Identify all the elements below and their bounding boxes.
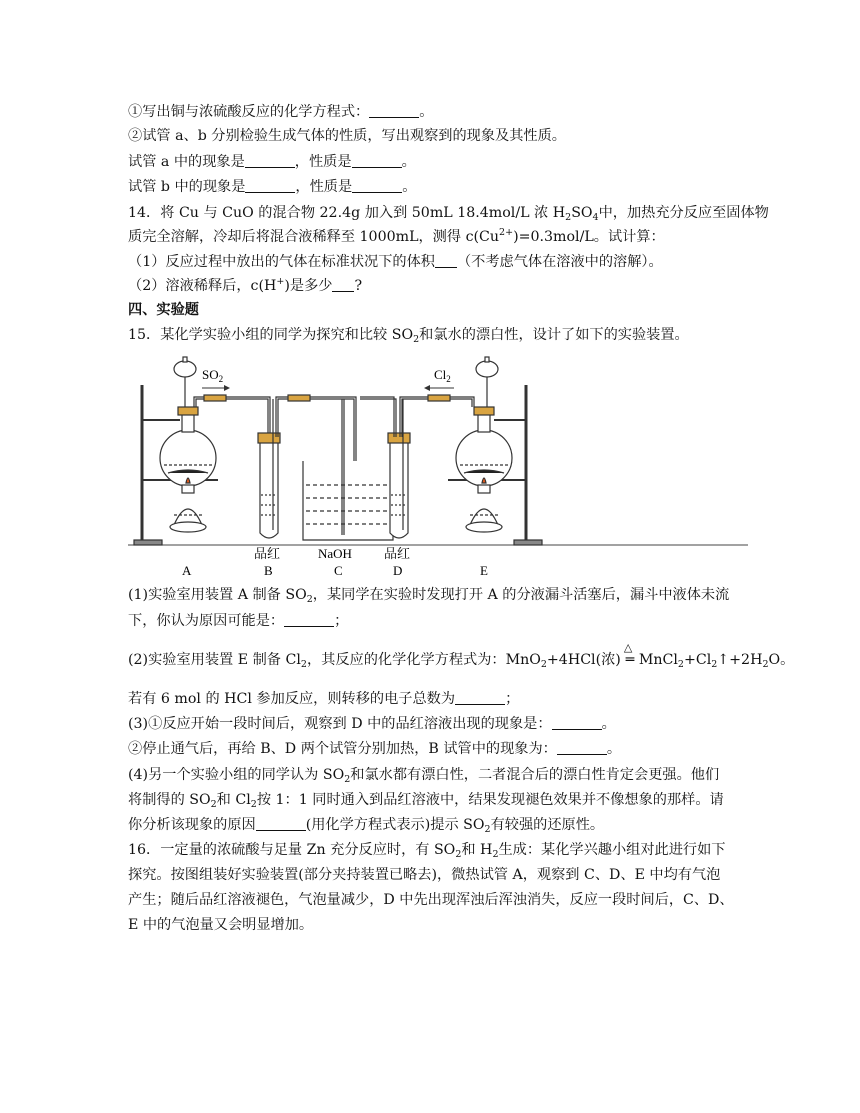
q15-text: ，其反应的化学化学方程式为：MnO — [306, 652, 541, 668]
q15-s1-line2 — [128, 611, 748, 631]
q15-text: 你分析该现象的原因 — [128, 817, 256, 833]
q15-text: 按 1：1 同时通入到品红溶液中，结果发现褪色效果并不像想象的那样。请 — [256, 792, 724, 808]
q14-line1 — [128, 203, 769, 223]
q13-sub2: ②试管 a、b 分别检验生成气体的性质，写出观察到的现象及其性质。 — [128, 128, 566, 144]
subscript: 2 — [210, 799, 217, 810]
q14-line2 — [128, 227, 748, 247]
q15-text: ，某同学在实验时发现打开 A 的分液漏斗活塞后，漏斗中液体未流 — [312, 587, 730, 603]
q16-text: 和 H — [461, 842, 493, 858]
q13-tube-a-mid: ，性质是 — [294, 154, 352, 170]
subscript: 2 — [306, 594, 313, 605]
subscript: 2 — [492, 849, 499, 860]
label-b: B — [264, 563, 273, 578]
apparatus-diagram — [128, 355, 748, 580]
arrow-cl2-head — [424, 385, 430, 391]
q15-text: 和氯水的漂白性，设计了如下的实验装置。 — [419, 327, 689, 343]
q14-text: ? — [354, 278, 363, 294]
q15-text: 将制得的 SO — [128, 792, 211, 808]
q13-sub1 — [128, 102, 748, 122]
subscript: 2 — [565, 212, 572, 223]
q13-tube-a-label: 试管 a 中的现象是 — [128, 154, 245, 170]
q14-text: SO — [571, 205, 593, 221]
q15-text: ； — [505, 691, 520, 707]
label-a: A — [182, 563, 192, 578]
q13-sub1-end: 。 — [419, 104, 434, 120]
superscript: + — [276, 276, 285, 287]
label-d: D — [393, 563, 403, 578]
answer-blank[interactable] — [245, 178, 295, 193]
q15-text: 和 Cl — [216, 792, 251, 808]
q15-text: MnCl — [638, 652, 678, 668]
q13-sub1-text: ①写出铜与浓硫酸反应的化学方程式： — [128, 104, 370, 120]
q15-text: (用化学方程式表示)提示 SO — [305, 817, 485, 833]
q15-s2-line1 — [128, 641, 795, 670]
q15-s2-line2 — [128, 689, 748, 709]
q15-text: ↑+2H — [717, 652, 763, 668]
q13-tube-b-mid: ，性质是 — [295, 179, 353, 195]
label-c-reagent: NaOH — [318, 546, 352, 561]
heat-symbol: △ — [623, 641, 633, 654]
apparatus-a — [134, 357, 270, 545]
answer-blank[interactable] — [245, 153, 295, 168]
q16-line4: E 中的气泡量又会明显增加。 — [128, 917, 314, 933]
answer-blank[interactable] — [352, 153, 402, 168]
subscript: 2 — [540, 659, 547, 670]
q15-text: (2)实验室用装置 E 制备 Cl — [128, 652, 301, 668]
q14-text: 14．将 Cu 与 CuO 的混合物 22.4g 加入到 50mL 18.4mol/L 浓 H — [128, 205, 566, 221]
answer-blank[interactable] — [455, 690, 505, 705]
q16-line2: 探究。按图组装好实验装置(部分夹持装置已略去)，微热试管 A，观察到 C、D、E 中均有气泡 — [128, 867, 721, 883]
q15-text: ②停止通气后，再给 B、D 两个试管分别加热，B 试管中的现象为： — [128, 741, 557, 757]
label-c: C — [334, 563, 343, 578]
answer-blank[interactable] — [352, 178, 402, 193]
q16-text: 16．一定量的浓硫酸与足量 Zn 充分反应时，有 SO — [128, 842, 456, 858]
q14-text: 质完全溶解，冷却后将混合液稀释至 1000mL，测得 c(Cu — [128, 229, 500, 245]
subscript: 2 — [455, 849, 462, 860]
q13-tube-a — [128, 152, 748, 172]
q14-text: )是多少 — [284, 278, 333, 294]
q14-text: 中，加热充分反应至固体物 — [598, 205, 769, 221]
beaker-c — [303, 399, 393, 540]
answer-blank[interactable] — [369, 103, 419, 118]
q15-text: +Cl — [683, 652, 712, 668]
q16-line1 — [128, 840, 748, 860]
q15-text: 和氯水都有漂白性，二者混合后的漂白性肯定会更强。他们 — [350, 767, 720, 783]
q14-text: （1）反应过程中放出的气体在标准状况下的体积 — [128, 254, 435, 270]
so2-label: $SO_2$ — [202, 367, 224, 384]
q14-text: （不考虑气体在溶液中的溶解）。 — [456, 254, 663, 270]
q15-text: (3)①反应开始一段时间后，观察到 D 中的品红溶液出现的现象是： — [128, 716, 552, 732]
cl2-label: $Cl_2$ — [434, 367, 451, 384]
period: 。 — [401, 154, 416, 170]
q14-part2 — [128, 276, 748, 296]
answer-blank[interactable] — [332, 277, 354, 292]
q15-s4-line1 — [128, 765, 748, 785]
answer-blank[interactable] — [284, 612, 334, 627]
q15-intro — [128, 325, 748, 345]
q15-s3-line2 — [128, 739, 748, 759]
subscript: 2 — [677, 659, 684, 670]
section-heading: 四、实验题 — [128, 302, 199, 318]
superscript: 2+ — [499, 227, 514, 238]
subscript: 2 — [484, 824, 491, 835]
answer-blank[interactable] — [557, 740, 607, 755]
answer-blank[interactable] — [256, 816, 306, 831]
arrow-so2-head — [224, 385, 230, 391]
subscript: 2 — [300, 659, 307, 670]
q15-text: 若有 6 mol 的 HCl 参加反应，则转移的电子总数为 — [128, 691, 456, 707]
q13-tube-b-label: 试管 b 中的现象是 — [128, 179, 246, 195]
label-d-reagent: 品红 — [384, 546, 411, 561]
q15-s4-line3 — [128, 815, 748, 835]
q15-s3-line1 — [128, 714, 748, 734]
q15-text: 15．某化学实验小组的同学为探究和比较 SO — [128, 327, 414, 343]
q15-text: (4)另一个实验小组的同学认为 SO — [128, 767, 345, 783]
subscript: 2 — [711, 659, 718, 670]
q15-text: 。 — [606, 741, 622, 757]
answer-blank[interactable] — [552, 715, 602, 730]
q14-part1 — [128, 252, 748, 272]
subscript: 2 — [413, 334, 420, 345]
q15-s1-line1 — [128, 585, 748, 605]
subscript: 4 — [592, 212, 599, 223]
q15-text: (1)实验室用装置 A 制备 SO — [128, 587, 307, 603]
q14-text: （2）溶液稀释后，c(H — [128, 278, 277, 294]
q13-tube-b — [128, 177, 748, 197]
subscript: 2 — [762, 659, 769, 670]
label-e: E — [480, 563, 488, 578]
apparatus-figure — [128, 355, 748, 580]
subscript: 2 — [344, 774, 351, 785]
q15-text: 。 — [601, 716, 616, 732]
q14-text: )=0.3mol/L。试计算： — [513, 229, 665, 245]
subscript: 2 — [250, 799, 257, 810]
apparatus-e — [448, 357, 542, 545]
q15-text: ； — [334, 613, 349, 629]
answer-blank[interactable] — [435, 253, 457, 268]
q16-line3: 产生；随后品红溶液褪色，气泡量减少，D 中先出现浑浊后浑浊消失，反应一段时间后，C、D、 — [128, 892, 734, 908]
q15-text: +4HCl(浓) — [546, 652, 621, 668]
q15-text: O。 — [768, 652, 795, 668]
q15-text: 下，你认为原因可能是： — [128, 613, 285, 629]
label-b-reagent: 品红 — [254, 546, 281, 561]
q16-text: 生成：某化学兴趣小组对此进行如下 — [498, 842, 726, 858]
reaction-arrow: △ ═ — [621, 650, 639, 670]
q15-text: 有较强的还原性。 — [490, 817, 605, 833]
period: 。 — [402, 179, 417, 195]
q15-s4-line2 — [128, 790, 748, 810]
